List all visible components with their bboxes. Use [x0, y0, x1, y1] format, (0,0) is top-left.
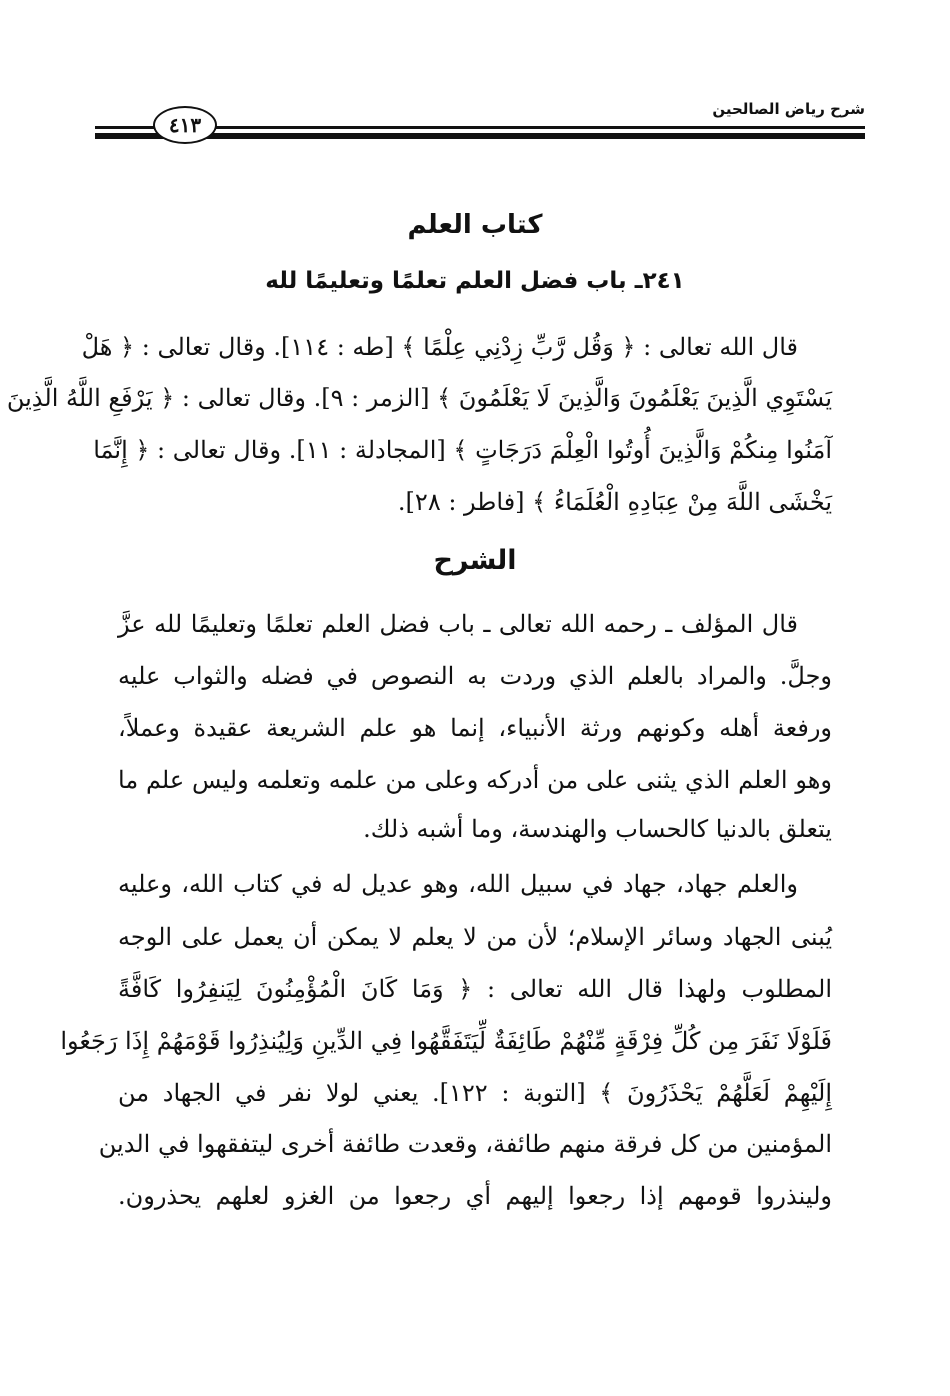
text-line: ولينذروا قومهم إذا رجعوا إليهم أي رجعوا من الغزو لعلهم يحذرون. [118, 1182, 832, 1210]
page-number: ٤١٣ [153, 106, 217, 144]
text-line: المؤمنين من كل فرقة منهم طائفة، وقعدت طائفة أخرى ليتفقهوا في الدين [98, 1130, 832, 1158]
text-line: ورفعة أهله وكونهم ورثة الأنبياء، إنما هو علم الشريعة عقيدة وعملاً، [118, 714, 832, 742]
text-line: يَخْشَى اللَّهَ مِنْ عِبَادِهِ الْعُلَمَاءُ ﴾ [فاطر : ٢٨]. [397, 488, 832, 516]
text-line: يَسْتَوِي الَّذِينَ يَعْلَمُونَ وَالَّذِينَ لَا يَعْلَمُونَ ﴾ [الزمر : ٩]. وقال تعالى : ﴿ يَرْفَعِ اللَّهُ الَّذِينَ [6, 384, 832, 412]
text-line: يتعلق بالدنيا كالحساب والهندسة، وما أشبه ذلك. [363, 815, 832, 843]
text-line: المطلوب ولهذا قال الله تعالى : ﴿ وَمَا كَانَ الْمُؤْمِنُونَ لِيَنفِرُوا كَافَّةً [118, 975, 832, 1003]
chapter-heading: ٢٤١ـ باب فضل العلم تعلمًا وتعليمًا لله [265, 268, 685, 294]
text-line: آمَنُوا مِنكُمْ وَالَّذِينَ أُوتُوا الْعِلْمَ دَرَجَاتٍ ﴾ [المجادلة : ١١]. وقال تعالى : ﴿ إِنَّمَا [93, 436, 832, 464]
text-line: وهو العلم الذي يثنى على من أدركه وعلى من علمه وتعلمه وليس علم ما [118, 766, 832, 794]
commentary-heading: الشرح [433, 545, 517, 576]
running-header [95, 100, 865, 150]
text-line: وجلَّ. والمراد بالعلم الذي وردت به النصوص في فضله والثواب عليه [118, 662, 832, 690]
book-title: شرح رياض الصالحين [708, 100, 865, 118]
text-line: والعلم جهاد، جهاد في سبيل الله، وهو عديل له في كتاب الله، وعليه [118, 870, 798, 898]
text-line: قال الله تعالى : ﴿ وَقُل رَّبِّ زِدْنِي عِلْمًا ﴾ [طه : ١١٤]. وقال تعالى : ﴿ هَلْ [81, 333, 798, 361]
text-line: يُبنى الجهاد وسائر الإسلام؛ لأن من لا يعلم لا يمكن أن يعمل على الوجه [118, 923, 832, 951]
book-heading: كتاب العلم [407, 210, 543, 240]
text-line: فَلَوْلَا نَفَرَ مِن كُلِّ فِرْقَةٍ مِّنْهُمْ طَائِفَةٌ لِّيَتَفَقَّهُوا فِي الدِّينِ وَلِيُنذِرُوا قَوْمَهُمْ إِذَا رَجَعُوا [60, 1027, 832, 1055]
text-line: إِلَيْهِمْ لَعَلَّهُمْ يَحْذَرُونَ ﴾ [التوبة : ١٢٢]. يعني لولا نفر في الجهاد من [118, 1079, 832, 1107]
text-line: قال المؤلف ـ رحمه الله تعالى ـ باب فضل العلم تعلمًا وتعليمًا لله عزَّ [118, 610, 798, 638]
